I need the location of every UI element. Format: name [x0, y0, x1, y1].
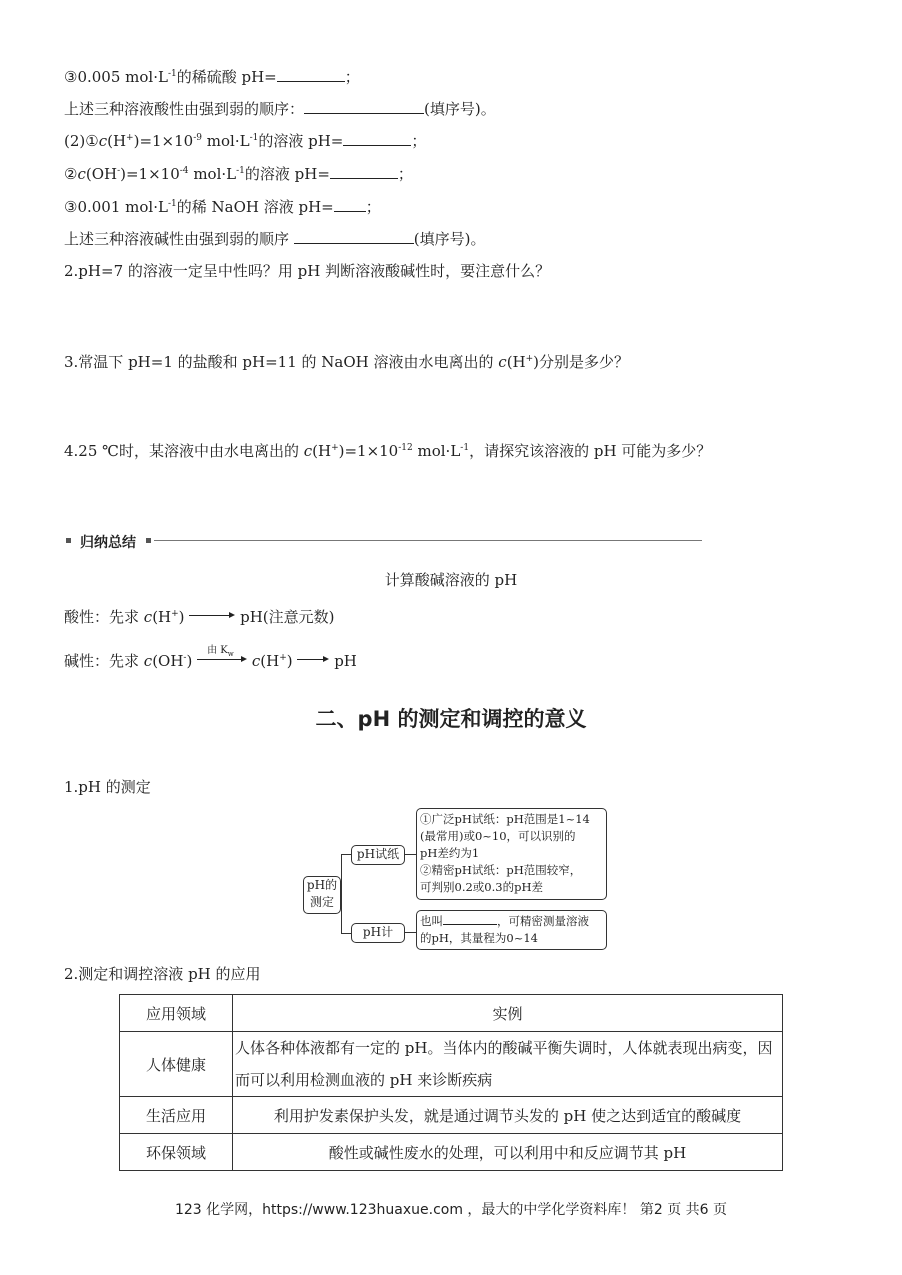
table-cell-field: 生活应用	[120, 1097, 233, 1134]
applications-table	[119, 994, 783, 1171]
summary-label: 归纳总结	[80, 535, 136, 551]
table-header: 应用领域	[120, 995, 233, 1032]
table-row	[120, 1097, 783, 1134]
ph-measurement-diagram	[300, 808, 605, 953]
diagram-connector	[405, 854, 416, 855]
section-heading: 二、pH 的测定和调控的意义	[315, 707, 587, 731]
answer-blank[interactable]	[304, 99, 424, 114]
table-cell-example: 人体各种体液都有一定的 pH。当体内的酸碱平衡失调时，人体就表现出病变，因而可以利用检测血液的 pH 来诊断疾病	[233, 1032, 783, 1097]
arrow-right-icon: 由 $K_w$	[197, 655, 247, 669]
table-cell-example: 酸性或碱性废水的处理，可以利用中和反应调节其 pH	[233, 1134, 783, 1171]
summary-title: 计算酸碱溶液的 pH	[384, 571, 518, 589]
subheading-ph-applications: 2.测定和调控溶液 pH 的应用	[64, 965, 261, 983]
answer-blank[interactable]	[343, 131, 411, 146]
diagram-ph-paper: pH试纸	[351, 845, 405, 865]
q2-item1: $(2)①c(H^+)=1\times 10^{-9}$ $mol\cdot L^{-1}$的溶液 pH= ；	[64, 132, 427, 150]
table-row	[120, 1134, 783, 1171]
divider	[154, 540, 702, 541]
question-3: 3.常温下 pH=1 的盐酸和 pH=11 的 NaOH 溶液由水电离出的 c(H+)分别是多少？	[64, 353, 630, 371]
table-header: 实例	[233, 995, 783, 1032]
page-footer: 123 化学网，https://www.123huaxue.com ，最大的中学化学资料库！ 第2 页 共6 页	[174, 1202, 728, 1218]
diagram-ph-paper-detail: ①广泛pH试纸：pH范围是1~14 (最常用)或0~10，可以识别的 pH差约为1 ②精密pH试纸：pH范围较窄， 可判别0.2或0.3的pH差	[416, 808, 607, 900]
summary-header	[66, 532, 702, 550]
table-cell-field: 人体健康	[120, 1032, 233, 1097]
answer-blank[interactable]	[277, 67, 345, 82]
answer-blank[interactable]	[443, 912, 497, 925]
subheading-ph-measurement: 1.pH 的测定	[64, 778, 151, 796]
answer-blank[interactable]	[330, 164, 398, 179]
square-bullet-icon	[146, 538, 151, 543]
answer-blank[interactable]	[294, 229, 414, 244]
square-bullet-icon	[66, 538, 71, 543]
table-header-row	[120, 995, 783, 1032]
summary-acid: 酸性：先求 c(H+) pH(注意元数)	[64, 608, 335, 626]
arrow-right-icon	[297, 655, 329, 669]
q2-item3: ③0.001 $mol\cdot L^{-1}$的稀 NaOH 溶液 pH= ；	[64, 198, 381, 216]
diagram-ph-meter: pH计	[351, 923, 405, 943]
question-2: 2.pH=7 的溶液一定呈中性吗？用 pH 判断溶液酸碱性时，要注意什么？	[64, 262, 551, 280]
question-4: 4.25 ℃时，某溶液中由水电离出的 $c(H^+)=1\times 10^{-12}$ $mol\cdot L^{-1}$，请探究该溶液的 pH 可能为多少？	[64, 442, 712, 460]
q2-order: 上述三种溶液碱性由强到弱的顺序 (填序号)。	[64, 230, 486, 248]
q1-order: 上述三种溶液酸性由强到弱的顺序： (填序号)。	[64, 100, 496, 118]
diagram-ph-meter-detail: 也叫 ，可精密测量溶液 的pH，其量程为0~14	[416, 910, 607, 950]
diagram-root: pH的 测定	[303, 876, 341, 914]
q2-item2: $②c(OH^-)=1\times 10^{-4}$ $mol\cdot L^{-1}$的溶液 pH= ；	[64, 165, 413, 183]
diagram-connector	[405, 932, 416, 933]
diagram-connector	[341, 854, 352, 934]
table-cell-field: 环保领域	[120, 1134, 233, 1171]
answer-blank[interactable]	[334, 197, 366, 212]
arrow-right-icon	[189, 611, 235, 625]
summary-base: 碱性：先求 c(OH-) 由 $K_w$ c(H+) pH	[64, 645, 357, 670]
table-row	[120, 1032, 783, 1097]
q1-item3: ③0.005 $mol\cdot L^{-1}$的稀硫酸 pH= ；	[64, 68, 360, 86]
table-cell-example: 利用护发素保护头发，就是通过调节头发的 pH 使之达到适宜的酸碱度	[233, 1097, 783, 1134]
